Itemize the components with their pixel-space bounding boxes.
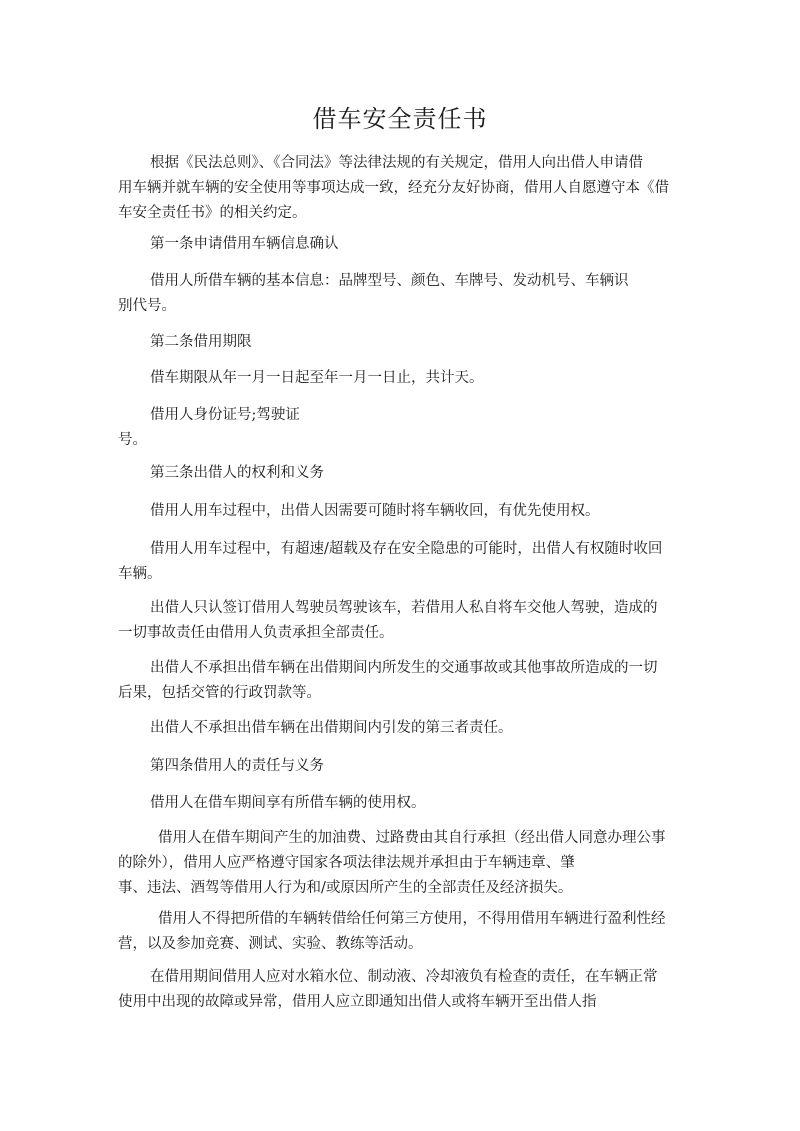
text-line: 一切事故责任由借用人负责承担全部责任。 [118, 625, 394, 641]
article-heading-3 [118, 461, 688, 486]
text-line: 车辆。 [118, 566, 162, 582]
paragraph-vehicle-info [118, 269, 688, 319]
text-line: 后果，包括交管的行政罚款等。 [118, 685, 321, 701]
text-line: 借用人用车过程中，出借人因需要可随时将车辆收回，有优先使用权。 [150, 503, 600, 519]
text-line: 借用人不得把所借的车辆转借给任何第三方使用，不得用借用车辆进行盈利性经 [158, 911, 666, 927]
paragraph-lender-right-2 [118, 537, 688, 587]
paragraph-intro [118, 151, 688, 226]
text-line: 别代号。 [118, 298, 176, 314]
paragraph-borrower-duty-4 [118, 965, 688, 1015]
text-line: 营，以及参加竞赛、测试、实验、教练等活动。 [118, 936, 423, 952]
paragraph-lender-right-3 [118, 596, 688, 646]
text-line: 借用人所借车辆的基本信息：品牌型号、颜色、车牌号、发动机号、车辆识 [150, 273, 629, 289]
text-line: 使用中出现的故障或异常，借用人应立即通知出借人或将车辆开至出借人指 [118, 994, 597, 1010]
text-line: 借用人用车过程中，有超速/超载及存在安全隐患的可能时，出借人有权随时收回 [150, 541, 663, 557]
document-title: 借车安全责任书 [312, 105, 488, 133]
text-line: 借车期限从年一月一日起至年一月一日止，共计天。 [150, 370, 484, 386]
paragraph-lender-right-4 [118, 656, 688, 706]
text-line: 借用人在借车期间产生的加油费、过路费由其自行承担（经出借人同意办理公事 [158, 830, 666, 846]
paragraph-lender-right-5 [118, 716, 688, 741]
text-line: 借用人在借车期间享有所借车辆的使用权。 [150, 795, 426, 811]
text-line: 的除外），借用人应严格遵守国家各项法律法规并承担由于车辆违章、肇 [118, 855, 575, 871]
text-line: 出借人不承担出借车辆在出借期间内引发的第三者责任。 [150, 720, 513, 736]
article-heading-4 [118, 754, 688, 779]
text-line: 号。 [118, 432, 147, 448]
text-line: 用车辆并就车辆的安全使用等事项达成一致，经充分友好协商，借用人自愿遵守本《借 [118, 180, 669, 196]
text-line: 在借用期间借用人应对水箱水位、制动液、冷却液负有检查的责任，在车辆正常 [150, 969, 658, 985]
paragraph-id-license [118, 403, 688, 453]
paragraph-borrower-duty-1 [118, 791, 688, 816]
text-line: 出借人只认签订借用人驾驶员驾驶该车，若借用人私自将车交他人驾驶，造成的 [150, 600, 658, 616]
text-line: 第二条借用期限 [150, 334, 252, 350]
paragraph-borrower-duty-3 [118, 907, 688, 957]
text-line: 车安全责任书》的相关约定。 [118, 205, 307, 221]
text-line: 出借人不承担出借车辆在出借期间内所发生的交通事故或其他事故所造成的一切 [150, 660, 658, 676]
paragraph-borrower-duty-2 [118, 826, 688, 901]
article-heading-1 [118, 232, 688, 257]
text-line: 根据《民法总则》、《合同法》等法律法规的有关规定，借用人向出借人申请借 [150, 155, 643, 171]
text-line: 第一条申请借用车辆信息确认 [150, 236, 339, 252]
text-line: 第四条借用人的责任与义务 [150, 758, 324, 774]
paragraph-lender-right-1 [118, 499, 688, 524]
text-line: 事、违法、酒驾等借用人行为和/或原因所产生的全部责任及经济损失。 [118, 880, 573, 896]
text-line: 第三条出借人的权利和义务 [150, 465, 324, 481]
article-heading-2 [118, 330, 688, 355]
paragraph-loan-period [118, 366, 688, 391]
text-line: 借用人身份证号;驾驶证 [150, 407, 300, 423]
